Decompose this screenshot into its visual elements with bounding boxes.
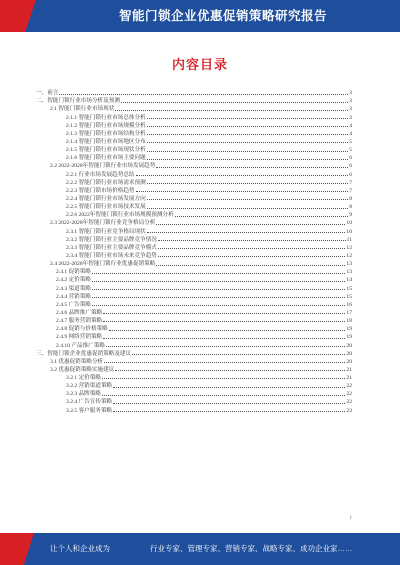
toc-entry[interactable]	[36, 88, 352, 96]
toc-entry-page: 5	[349, 138, 352, 145]
header-accent-stripe	[0, 0, 36, 32]
toc-entry-page: 8	[349, 195, 352, 202]
toc-leader-dots	[147, 118, 348, 119]
toc-entry-label: 2.4.8 促销与价格策略	[56, 326, 108, 333]
page-number: 1	[349, 516, 352, 521]
toc-entry[interactable]	[36, 397, 352, 405]
toc-entry-page: 7	[349, 187, 352, 194]
toc-entry-label: 2.3.4 智能门锁行业市场未来竞争趋势	[66, 252, 157, 259]
toc-entry[interactable]	[36, 267, 352, 275]
toc-entry-label: 3.2.4 广告宣传策略	[66, 399, 113, 406]
toc-entry-label: 2.4.9 网络营销策略	[56, 334, 103, 341]
toc-leader-dots	[147, 159, 348, 160]
toc-leader-dots	[147, 232, 346, 233]
toc-entry-label: 2.1.3 智能门锁行业市场结构分析	[66, 130, 146, 137]
toc-leader-dots	[92, 273, 345, 274]
toc-entry[interactable]	[36, 300, 352, 308]
toc-leader-dots	[103, 321, 345, 322]
toc-entry-label: 2.2.3 智能门锁市场价格趋势	[66, 187, 135, 194]
toc-leader-dots	[115, 370, 345, 371]
toc-entry[interactable]	[36, 389, 352, 397]
toc-entry[interactable]	[36, 218, 352, 226]
toc-entry-label: 2.4.3 渠道策略	[56, 285, 91, 292]
toc-entry-label: 2.2 2022-2028年智能门锁行业市场发展趋势	[50, 163, 156, 170]
toc-entry-page: 13	[346, 269, 352, 276]
toc-entry-page: 22	[346, 399, 352, 406]
toc-entry-page: 12	[346, 252, 352, 259]
toc-leader-dots	[156, 167, 348, 168]
toc-leader-dots	[156, 224, 345, 225]
toc-entry[interactable]	[36, 259, 352, 267]
toc-entry-page: 6	[349, 155, 352, 162]
toc-entry-page: 4	[349, 130, 352, 137]
toc-entry-label: 2.4.7 服务营销策略	[56, 318, 103, 325]
toc-entry[interactable]	[36, 349, 352, 357]
toc-entry-label: 3.2.5 客户服务策略	[66, 407, 113, 414]
report-footer	[0, 533, 400, 565]
toc-entry-page: 8	[349, 204, 352, 211]
toc-entry[interactable]	[36, 104, 352, 112]
toc-leader-dots	[113, 403, 345, 404]
toc-entry[interactable]	[36, 292, 352, 300]
toc-entry-page: 18	[346, 318, 352, 325]
toc-entry-label: 三、智能门锁企业优惠促销策略及建议	[36, 350, 132, 357]
toc-entry[interactable]	[36, 308, 352, 316]
toc-leader-dots	[147, 134, 348, 135]
toc-entry[interactable]	[36, 332, 352, 340]
toc-entry-label: 一、前言	[36, 90, 59, 97]
toc-heading: 内容目录	[171, 57, 228, 72]
toc-entry-page: 14	[346, 277, 352, 284]
toc-entry-page: 11	[346, 236, 352, 243]
toc-entry[interactable]	[36, 251, 352, 259]
toc-leader-dots	[92, 281, 345, 282]
toc-entry[interactable]	[36, 161, 352, 169]
toc-entry-page: 4	[349, 122, 352, 129]
toc-entry[interactable]	[36, 145, 352, 153]
toc-leader-dots	[113, 387, 345, 388]
toc-entry[interactable]	[36, 112, 352, 120]
toc-leader-dots	[102, 378, 345, 379]
toc-entry-page: 20	[346, 350, 352, 357]
toc-leader-dots	[158, 256, 346, 257]
toc-entry[interactable]	[36, 96, 352, 104]
toc-entry-page: 10	[346, 220, 352, 227]
toc-entry-label: 2.2.1 行业市场发展趋势总结	[66, 171, 135, 178]
toc-entry-label: 2.4.4 营销策略	[56, 293, 91, 300]
footer-roles: 行业专家、管理专家、营销专家、战略专家、成功企业家……	[150, 544, 353, 553]
toc-leader-dots	[104, 362, 345, 363]
toc-leader-dots	[147, 183, 348, 184]
toc-entry[interactable]	[36, 324, 352, 332]
toc-leader-dots	[92, 289, 345, 290]
toc-leader-dots	[92, 305, 345, 306]
toc-entry-page: 3	[349, 114, 352, 121]
toc-leader-dots	[147, 199, 348, 200]
toc-entry-label: 3.2 优惠促销策略实施建议	[50, 366, 115, 373]
toc-leader-dots	[147, 142, 348, 143]
toc-entry-label: 2.3.1 智能门锁行业竞争格局现状	[66, 228, 146, 235]
report-title: 智能门锁企业优惠促销策略研究报告	[118, 9, 327, 23]
toc-entry[interactable]	[36, 121, 352, 129]
toc-leader-dots	[158, 240, 346, 241]
toc-entry[interactable]	[36, 373, 352, 381]
toc-entry-page: 9	[349, 212, 352, 219]
toc-entry[interactable]	[36, 137, 352, 145]
toc-leader-dots	[109, 330, 346, 331]
toc-entry-page: 19	[346, 334, 352, 341]
toc-entry-label: 2.4.5 广告策略	[56, 301, 91, 308]
toc-leader-dots	[147, 151, 348, 152]
toc-entry-page: 20	[346, 358, 352, 365]
toc-entry-label: 2.1.2 智能门锁行业市场规模分析	[66, 122, 146, 129]
toc-entry[interactable]	[36, 210, 352, 218]
toc-leader-dots	[59, 94, 348, 95]
toc-entry-page: 23	[346, 407, 352, 414]
toc-entry-page: 5	[349, 147, 352, 154]
toc-entry[interactable]	[36, 243, 352, 251]
toc-entry-page: 6	[349, 163, 352, 170]
toc-entry-page: 22	[346, 383, 352, 390]
toc-leader-dots	[121, 102, 348, 103]
report-header	[0, 0, 400, 32]
toc-entry-label: 二、智能门锁行业市场分析及预测	[36, 98, 120, 105]
toc-leader-dots	[147, 208, 348, 209]
toc-entry[interactable]	[36, 357, 352, 365]
toc-leader-dots	[175, 216, 349, 217]
toc-entry[interactable]	[36, 381, 352, 389]
toc-entry-label: 2.3 2022-2028年智能门锁行业竞争格局分析	[50, 220, 156, 227]
toc-leader-dots	[92, 297, 345, 298]
toc-entry-label: 2.4.10 产品推广策略	[56, 342, 105, 349]
toc-entry[interactable]	[36, 340, 352, 348]
toc-entry-label: 3.2.1 定价策略	[66, 375, 101, 382]
toc-entry-page: 15	[346, 285, 352, 292]
toc-entry-page: 12	[346, 244, 352, 251]
toc-entry-page: 20	[346, 342, 352, 349]
toc-leader-dots	[158, 248, 346, 249]
toc-entry-page: 13	[346, 261, 352, 268]
toc-entry-page: 16	[346, 301, 352, 308]
toc-entry-label: 2.1 智能门锁行业市场现状	[50, 106, 115, 113]
toc-entry-page: 19	[346, 326, 352, 333]
table-of-contents	[36, 88, 352, 414]
toc-entry-label: 2.3.3 智能门锁行业主要品牌竞争模式	[66, 244, 157, 251]
toc-entry-label: 2.4.6 品牌推广策略	[56, 309, 103, 316]
toc-entry[interactable]	[36, 405, 352, 413]
toc-entry-page: 6	[349, 171, 352, 178]
toc-entry[interactable]	[36, 316, 352, 324]
toc-leader-dots	[113, 411, 345, 412]
toc-entry-page: 17	[346, 309, 352, 316]
toc-leader-dots	[156, 265, 345, 266]
toc-entry[interactable]	[36, 194, 352, 202]
toc-entry-label: 2.2.2 智能门锁行业市场需求预测	[66, 179, 146, 186]
toc-entry[interactable]	[36, 235, 352, 243]
toc-entry-label: 2.2.6 2022年智能门锁行业市场规模预测分析	[66, 212, 174, 219]
toc-leader-dots	[132, 354, 345, 355]
toc-entry-page: 15	[346, 293, 352, 300]
footer-slogan: 让个人和企业成为	[50, 544, 110, 553]
toc-entry[interactable]	[36, 365, 352, 373]
toc-entry-page: 3	[349, 98, 352, 105]
toc-entry-label: 2.4 2022-2028年智能门锁行业优惠促销策略	[50, 261, 156, 268]
toc-entry-label: 2.1.1 智能门锁行业市场总体分析	[66, 114, 146, 121]
toc-entry[interactable]	[36, 275, 352, 283]
toc-entry-label: 2.2.4 智能门锁行业市场发展方向	[66, 195, 146, 202]
toc-entry-label: 2.4.1 促销策略	[56, 269, 91, 276]
toc-entry-label: 2.1.5 智能门锁行业市场现状分析	[66, 147, 146, 154]
toc-leader-dots	[136, 191, 349, 192]
toc-leader-dots	[103, 338, 345, 339]
toc-entry[interactable]	[36, 226, 352, 234]
toc-entry-label: 2.4.2 定价策略	[56, 277, 91, 284]
toc-entry-page: 7	[349, 179, 352, 186]
toc-entry-page: 3	[349, 90, 352, 97]
toc-entry[interactable]	[36, 186, 352, 194]
toc-entry-label: 2.3.2 智能门锁行业主要品牌竞争情况	[66, 236, 157, 243]
toc-entry-page: 10	[346, 228, 352, 235]
toc-entry-page: 3	[349, 106, 352, 113]
toc-leader-dots	[102, 395, 345, 396]
toc-entry[interactable]	[36, 169, 352, 177]
toc-entry-page: 21	[346, 375, 352, 382]
toc-entry-label: 2.2.5 智能门锁行业市场技术发展	[66, 204, 146, 211]
toc-entry-label: 3.2.3 品牌策略	[66, 391, 101, 398]
toc-entry[interactable]	[36, 129, 352, 137]
toc-entry-page: 22	[346, 391, 352, 398]
footer-accent-stripe	[0, 533, 34, 565]
toc-leader-dots	[103, 313, 345, 314]
toc-leader-dots	[136, 175, 349, 176]
toc-entry-page: 21	[346, 366, 352, 373]
toc-entry-label: 3.2.2 营销渠道策略	[66, 383, 113, 390]
toc-entry-label: 3.1 优惠促销策略分析	[50, 358, 104, 365]
toc-entry-label: 2.1.6 智能门锁行业市场主要问题	[66, 155, 146, 162]
toc-entry[interactable]	[36, 153, 352, 161]
toc-leader-dots	[115, 110, 348, 111]
toc-entry[interactable]	[36, 283, 352, 291]
toc-entry[interactable]	[36, 202, 352, 210]
toc-entry[interactable]	[36, 178, 352, 186]
toc-entry-label: 2.1.4 智能门锁行业市场地区分布	[66, 138, 146, 145]
toc-leader-dots	[147, 126, 348, 127]
toc-leader-dots	[106, 346, 345, 347]
